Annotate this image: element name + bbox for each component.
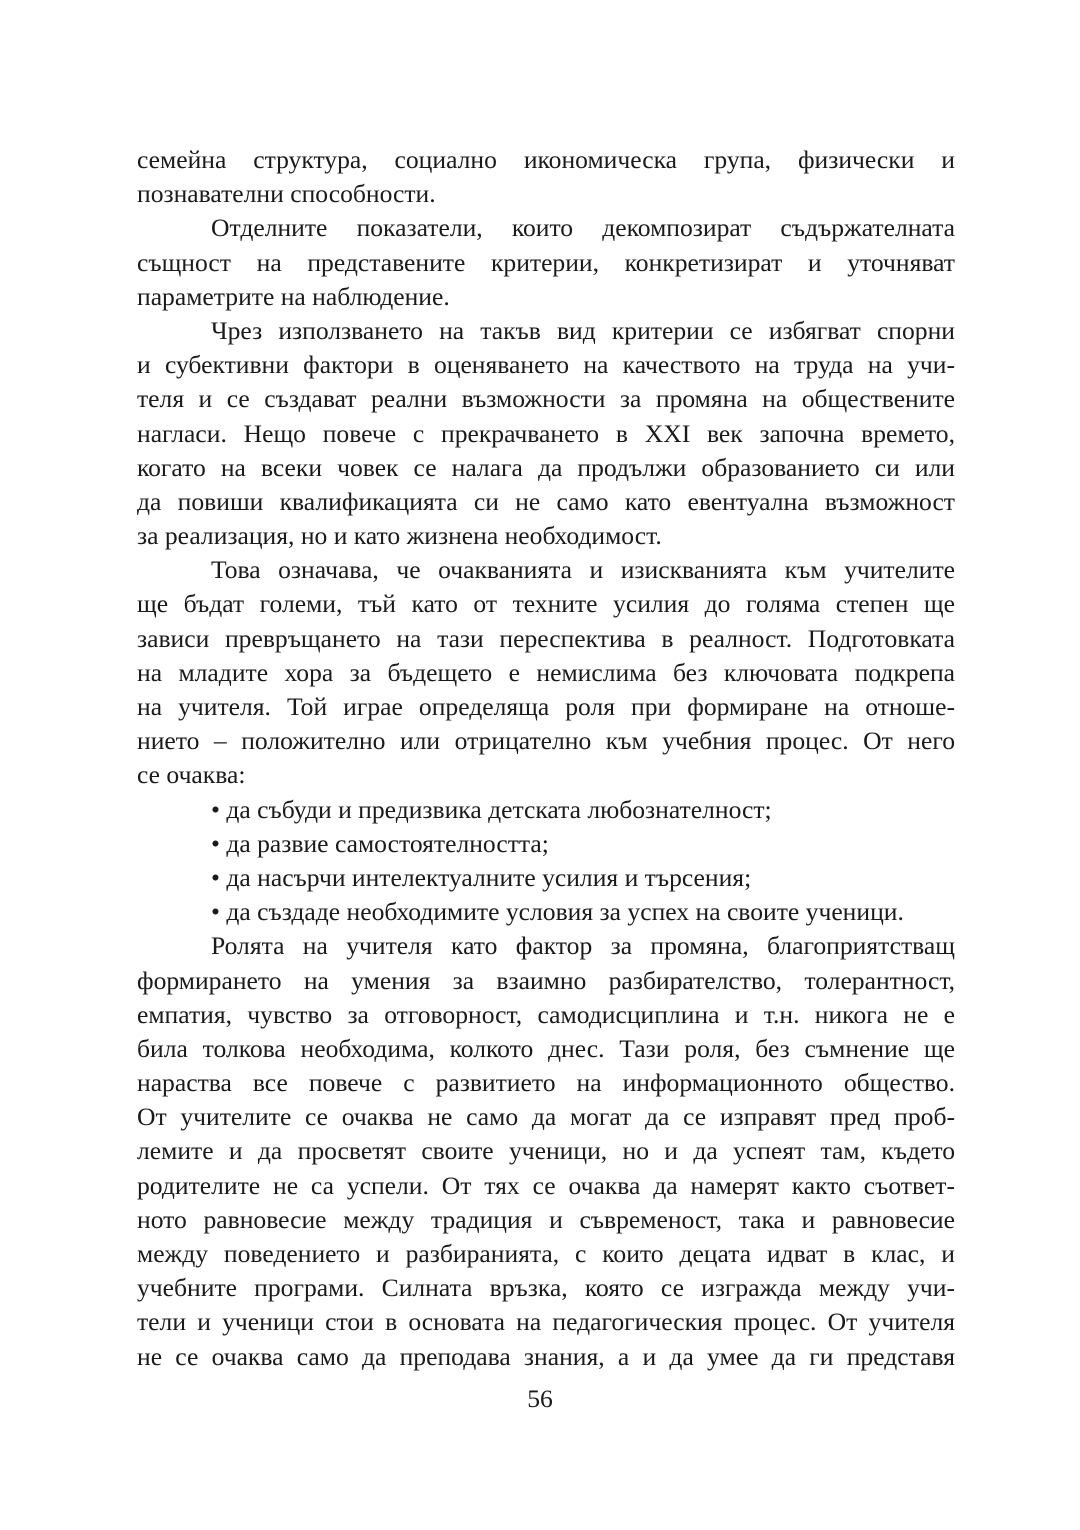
- text-line: на учителя. Той играе определяща роля при формиране на отноше-: [137, 692, 955, 721]
- text-line: когато на всеки човек се налага да продължи образованието си или: [137, 452, 955, 482]
- text-line: познавателни способности.: [137, 179, 436, 209]
- text-line: параметрите на наблюдение.: [137, 281, 450, 311]
- text-line: Отделните показатели, които декомпозират съдържателната: [211, 213, 955, 243]
- text-line: родителите не са успели. От тях се очаква да намерят както съответ-: [137, 1170, 955, 1200]
- text-line: Чрез използването на такъв вид критерии се избягват спорни: [211, 315, 955, 345]
- text-line: От учителите се очаква не само да могат да се изправят пред проб-: [137, 1102, 955, 1132]
- text-line: била толкова необходима, колкото днес. Тази роля, без съмнение ще: [137, 1033, 955, 1063]
- bullet-item: • да събуди и предизвика детската любознателност;: [211, 794, 772, 824]
- text-line: и субективни фактори в оценяването на качеството на труда на учи-: [137, 350, 955, 380]
- bullet-item: • да насърчи интелектуалните усилия и търсения;: [211, 862, 752, 892]
- text-line: нагласи. Нещо повече с прекрачването в XXI век започна времето,: [137, 418, 955, 448]
- text-line: не се очаква само да преподава знания, а и да умее да ги представя: [137, 1341, 955, 1371]
- page-number: 56: [527, 1384, 553, 1413]
- text-line: учебните програми. Силната връзка, която се изгражда между учи-: [137, 1273, 955, 1303]
- text-line: тели и ученици стои в основата на педагогическия процес. От учителя: [137, 1307, 955, 1337]
- text-line: да повиши квалификацията си не само като евентуална възможност: [137, 486, 955, 516]
- text-line: за реализация, но и като жизнена необходимост.: [137, 521, 662, 551]
- text-line: семейна структура, социално икономическа група, физически и: [137, 145, 955, 174]
- text-line: ще бъдат големи, тъй като от техните усилия до голяма степен ще: [137, 589, 955, 619]
- text-line: нието – положително или отрицателно към учебния процес. От него: [137, 726, 955, 756]
- text-line: се очаква:: [137, 760, 246, 790]
- text-line: ното равновесие между традиция и съвременост, така и равновесие: [137, 1204, 955, 1234]
- text-line: зависи превръщането на тази переспектива в реалност. Подготовката: [137, 623, 955, 653]
- text-line: Ролята на учителя като фактор за промяна, благоприятстващ: [211, 931, 955, 961]
- text-line: Това означава, че очакванията и изискванията към учителите: [211, 555, 955, 585]
- bullet-item: • да развие самостоятелността;: [211, 828, 549, 858]
- bullet-item: • да създаде необходимите условия за успех на своите ученици.: [211, 897, 904, 927]
- text-line: нараства все повече с развитието на информационното общество.: [137, 1068, 955, 1098]
- text-line: лемите и да просветят своите ученици, но и да успеят там, където: [137, 1136, 955, 1166]
- text-line: между поведението и разбиранията, с които децата идват в клас, и: [137, 1239, 955, 1268]
- text-line: теля и се създават реални възможности за промяна на обществените: [137, 384, 955, 414]
- text-line: емпатия, чувство за отговорност, самодисциплина и т.н. никога не е: [137, 999, 955, 1029]
- body-text: [137, 143, 955, 1374]
- text-line: на младите хора за бъдещето е немислима без ключовата подкрепа: [137, 657, 955, 687]
- text-line: формирането на умения за взаимно разбирателство, толерантност,: [137, 965, 955, 995]
- text-line: същност на представените критерии, конкретизират и уточняват: [137, 247, 955, 277]
